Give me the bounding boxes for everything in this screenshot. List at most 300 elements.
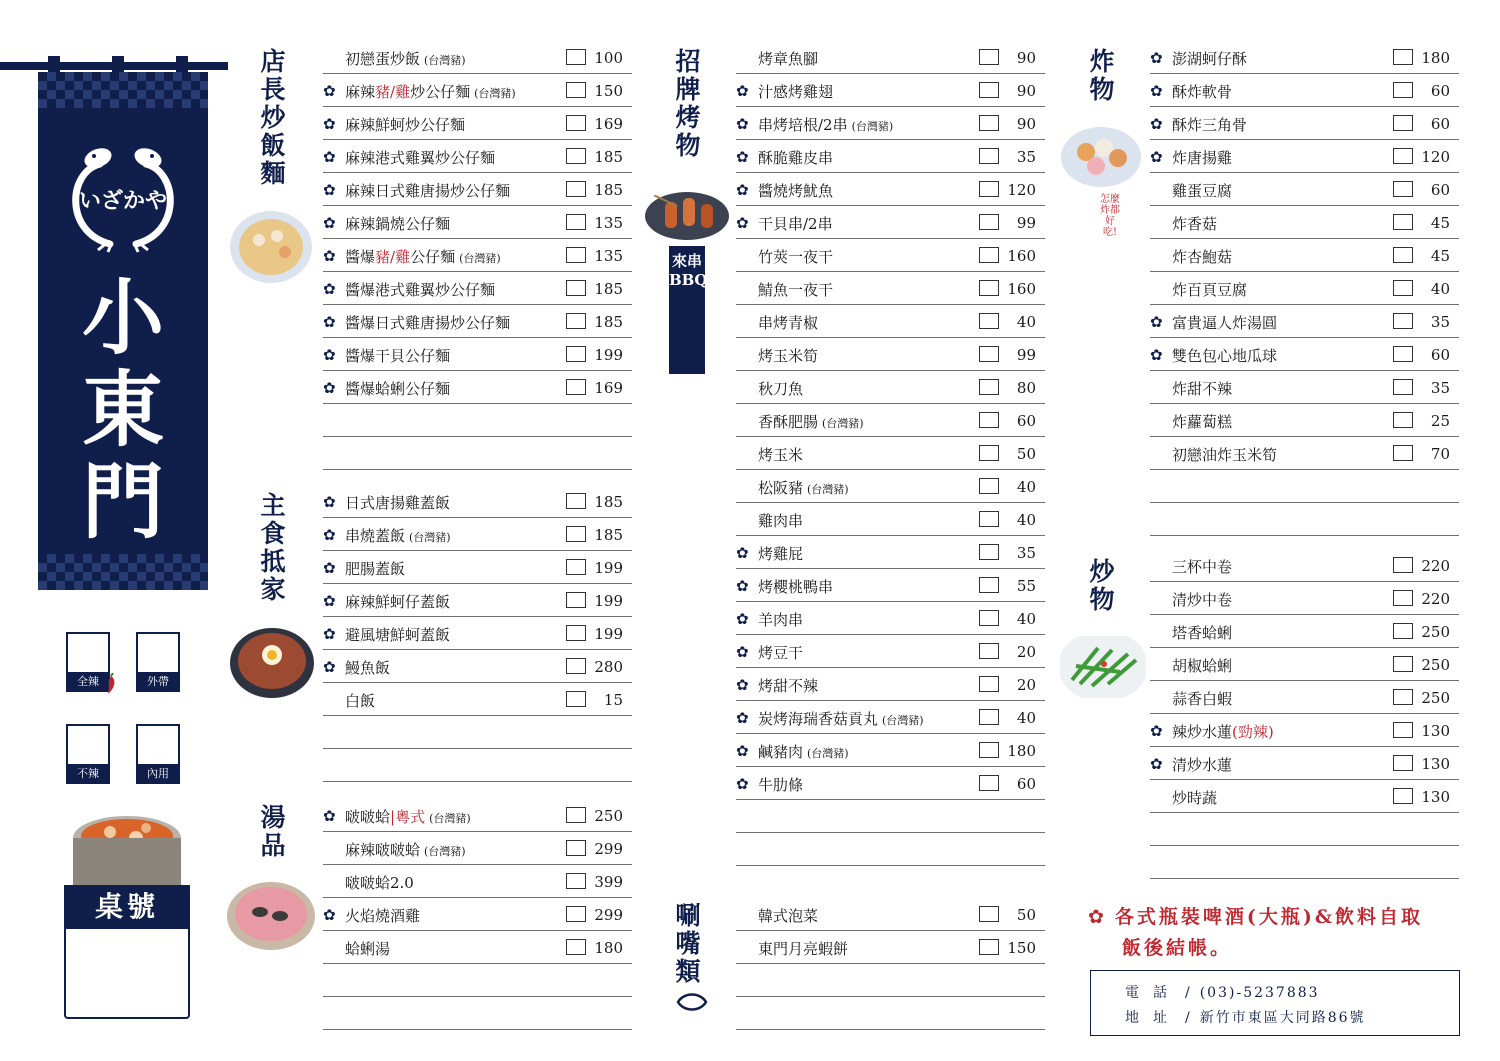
dish-price: 60 bbox=[1430, 181, 1450, 199]
dish-name bbox=[345, 81, 516, 102]
dish-name-text: 竹莢一夜干 bbox=[758, 248, 834, 266]
dish-name bbox=[1172, 655, 1232, 676]
fried-noodle-photo bbox=[229, 210, 313, 284]
section-title-chef-fried: 店長炒飯麵 bbox=[260, 47, 286, 188]
dish-name bbox=[345, 345, 450, 366]
contact-box: 電話 / (03)-5237883 地址 / 新竹市東區大同路86號 bbox=[1090, 970, 1460, 1036]
dish-name bbox=[345, 839, 466, 860]
menu-row[interactable] bbox=[323, 239, 632, 272]
menu-row[interactable] bbox=[1150, 681, 1459, 714]
recommended-flower-icon: ✿ bbox=[1150, 346, 1163, 364]
dish-name-text: 肥腸蓋飯 bbox=[345, 560, 406, 578]
dish-name bbox=[758, 48, 818, 69]
dish-name-text: 串燒蓋飯 bbox=[345, 527, 406, 545]
recommended-flower-icon: ✿ bbox=[736, 148, 749, 166]
dish-name bbox=[345, 525, 451, 546]
recommended-flower-icon: ✿ bbox=[1150, 115, 1163, 133]
dish-price: 45 bbox=[1430, 247, 1450, 265]
dish-name bbox=[1172, 688, 1232, 709]
menu-row[interactable] bbox=[736, 107, 1045, 140]
dish-price: 90 bbox=[1016, 115, 1036, 133]
menu-row[interactable] bbox=[736, 898, 1045, 931]
menu-row[interactable] bbox=[1150, 173, 1459, 206]
recommended-flower-icon: ✿ bbox=[736, 742, 749, 760]
option-label: 不辣 bbox=[66, 764, 110, 784]
dish-name bbox=[1172, 556, 1232, 577]
skewer-photo bbox=[643, 186, 731, 242]
recommended-flower-icon: ✿ bbox=[736, 775, 749, 793]
dish-name-text: 鹹豬肉 bbox=[758, 743, 804, 761]
recommended-flower-icon: ✿ bbox=[323, 247, 336, 265]
phone-number: (03)-5237883 bbox=[1199, 985, 1320, 1001]
dish-name bbox=[1172, 114, 1247, 135]
dish-name-text: 雞蛋豆腐 bbox=[1172, 182, 1233, 200]
dish-name-text: 避風塘鮮蚵蓋飯 bbox=[345, 626, 451, 644]
menu-list-chef-fried bbox=[323, 41, 632, 470]
blank-menu-row bbox=[736, 800, 1045, 833]
dish-name-text: 醬爆日式雞唐揚炒公仔麵 bbox=[345, 314, 511, 332]
menu-row[interactable] bbox=[323, 371, 632, 404]
dish-name-text: 東門月亮蝦餅 bbox=[758, 940, 849, 958]
blank-menu-row bbox=[323, 437, 632, 470]
menu-row[interactable] bbox=[323, 617, 632, 650]
menu-row[interactable] bbox=[323, 206, 632, 239]
dish-name bbox=[758, 938, 848, 959]
dish-price: 130 bbox=[1421, 722, 1450, 740]
dish-name-text: 雙色包心地瓜球 bbox=[1172, 347, 1278, 365]
dish-name bbox=[345, 312, 510, 333]
recommended-flower-icon: ✿ bbox=[323, 658, 336, 676]
dish-name-text: 蛤蜊湯 bbox=[345, 940, 391, 958]
menu-row[interactable] bbox=[736, 305, 1045, 338]
dish-name-text: 啵啵蛤 bbox=[345, 808, 391, 826]
dish-price: 120 bbox=[1007, 181, 1036, 199]
menu-row[interactable] bbox=[1150, 107, 1459, 140]
dish-name-text: 醬爆蛤蜊公仔麵 bbox=[345, 380, 451, 398]
chili-icon bbox=[104, 673, 118, 695]
dish-name-text: 酥炸軟骨 bbox=[1172, 83, 1233, 101]
menu-row[interactable] bbox=[736, 701, 1045, 734]
dish-price: 199 bbox=[594, 625, 623, 643]
recommended-flower-icon: ✿ bbox=[736, 709, 749, 727]
dish-name-text: 烤章魚腳 bbox=[758, 50, 819, 68]
dish-name-text: 三杯中卷 bbox=[1172, 558, 1233, 576]
dish-name bbox=[345, 872, 414, 893]
dish-price: 35 bbox=[1430, 379, 1450, 397]
dish-name bbox=[758, 675, 818, 696]
dish-price: 299 bbox=[594, 840, 623, 858]
blank-menu-row bbox=[1150, 470, 1459, 503]
menu-row[interactable] bbox=[1150, 747, 1459, 780]
dish-name-text: 辣炒水蓮 bbox=[1172, 723, 1233, 741]
dish-price: 35 bbox=[1430, 313, 1450, 331]
menu-row[interactable] bbox=[1150, 404, 1459, 437]
dish-price: 20 bbox=[1016, 643, 1036, 661]
blank-menu-row bbox=[1150, 503, 1459, 536]
menu-row[interactable] bbox=[736, 536, 1045, 569]
dish-price: 135 bbox=[594, 214, 623, 232]
menu-row[interactable] bbox=[323, 305, 632, 338]
dish-name bbox=[758, 510, 803, 531]
dish-price: 60 bbox=[1016, 412, 1036, 430]
dish-name-text: 烤櫻桃鴨串 bbox=[758, 578, 834, 596]
dish-name-text: 麻辣鍋燒公仔麵 bbox=[345, 215, 451, 233]
section-title-stirfry: 炒物 bbox=[1089, 557, 1115, 614]
dish-price: 55 bbox=[1016, 577, 1036, 595]
dish-price: 25 bbox=[1430, 412, 1450, 430]
recommended-flower-icon: ✿ bbox=[323, 148, 336, 166]
menu-row[interactable] bbox=[1150, 338, 1459, 371]
dish-name bbox=[758, 180, 833, 201]
menu-row[interactable] bbox=[323, 683, 632, 716]
menu-row[interactable] bbox=[1150, 780, 1459, 813]
menu-row[interactable] bbox=[736, 470, 1045, 503]
dish-price: 40 bbox=[1016, 478, 1036, 496]
dish-name bbox=[758, 378, 803, 399]
menu-row[interactable] bbox=[323, 898, 632, 931]
dish-price: 45 bbox=[1430, 214, 1450, 232]
dish-name bbox=[758, 246, 833, 267]
menu-row[interactable] bbox=[323, 584, 632, 617]
menu-row[interactable] bbox=[736, 206, 1045, 239]
dish-price: 15 bbox=[603, 691, 623, 709]
flower-icon: ✿ bbox=[1088, 906, 1107, 928]
dish-name bbox=[758, 741, 849, 762]
dish-name-highlight: (勁辣) bbox=[1232, 723, 1274, 741]
dish-name-text: 蒜香白蝦 bbox=[1172, 690, 1233, 708]
dish-name-text: 炸唐揚雞 bbox=[1172, 149, 1233, 167]
option-label: 內用 bbox=[136, 764, 180, 784]
menu-row[interactable] bbox=[736, 239, 1045, 272]
dish-name-text: 公仔麵 bbox=[410, 248, 456, 266]
menu-row[interactable] bbox=[1150, 549, 1459, 582]
dish-name bbox=[345, 279, 495, 300]
dish-name-text: 串烤青椒 bbox=[758, 314, 819, 332]
menu-row[interactable] bbox=[736, 338, 1045, 371]
dish-name-text: 炸百頁豆腐 bbox=[1172, 281, 1248, 299]
hotpot-photo bbox=[66, 808, 188, 888]
menu-row[interactable] bbox=[1150, 648, 1459, 681]
dish-name bbox=[758, 411, 864, 432]
dish-price: 250 bbox=[1421, 623, 1450, 641]
menu-row[interactable] bbox=[323, 551, 632, 584]
self-service-notice bbox=[1088, 902, 1468, 964]
menu-list-stirfry bbox=[1150, 549, 1459, 879]
menu-row[interactable] bbox=[736, 668, 1045, 701]
recommended-flower-icon: ✿ bbox=[1150, 49, 1163, 67]
table-number-field[interactable] bbox=[64, 885, 190, 1019]
menu-row[interactable] bbox=[1150, 272, 1459, 305]
dish-name-text: 炒時蔬 bbox=[1172, 789, 1218, 807]
notice-line-2: 飯後結帳。 bbox=[1122, 937, 1233, 959]
dish-name bbox=[758, 444, 803, 465]
dish-price: 185 bbox=[594, 148, 623, 166]
dish-price: 220 bbox=[1421, 557, 1450, 575]
dish-name-text: 麻辣鮮蚵仔蓋飯 bbox=[345, 593, 451, 611]
dish-name-text: 醬爆干貝公仔麵 bbox=[345, 347, 451, 365]
recommended-flower-icon: ✿ bbox=[323, 526, 336, 544]
dish-price: 50 bbox=[1016, 445, 1036, 463]
dish-name-text: 香酥肥腸 bbox=[758, 413, 819, 431]
menu-row[interactable] bbox=[323, 173, 632, 206]
dish-price: 169 bbox=[594, 115, 623, 133]
menu-row[interactable] bbox=[736, 602, 1045, 635]
recommended-flower-icon: ✿ bbox=[323, 906, 336, 924]
menu-row[interactable] bbox=[736, 74, 1045, 107]
dish-name bbox=[1172, 180, 1232, 201]
dish-price: 185 bbox=[594, 493, 623, 511]
menu-row[interactable] bbox=[323, 140, 632, 173]
dish-price: 185 bbox=[594, 280, 623, 298]
recommended-flower-icon: ✿ bbox=[323, 181, 336, 199]
dish-price: 185 bbox=[594, 181, 623, 199]
dish-name-text: 麻辣日式雞唐揚炒公仔麵 bbox=[345, 182, 511, 200]
recommended-flower-icon: ✿ bbox=[1150, 313, 1163, 331]
menu-row[interactable] bbox=[736, 503, 1045, 536]
dish-name bbox=[758, 576, 833, 597]
recommended-flower-icon: ✿ bbox=[323, 807, 336, 825]
section-title-staple: 主食抵家 bbox=[260, 491, 286, 604]
menu-row[interactable] bbox=[1150, 582, 1459, 615]
menu-row[interactable] bbox=[323, 518, 632, 551]
recommended-flower-icon: ✿ bbox=[323, 313, 336, 331]
dish-name bbox=[758, 905, 818, 926]
recommended-flower-icon: ✿ bbox=[1150, 82, 1163, 100]
notice-line-1: 各式瓶裝啤酒(大瓶)&飲料自取 bbox=[1114, 906, 1424, 928]
taiwan-pork-note: (台灣豬) bbox=[424, 845, 466, 858]
dish-name-text: 日式唐揚雞蓋飯 bbox=[345, 494, 451, 512]
dish-price: 50 bbox=[1016, 906, 1036, 924]
dish-name-text: 炸杏鮑菇 bbox=[1172, 248, 1233, 266]
dish-price: 60 bbox=[1430, 115, 1450, 133]
dish-name bbox=[1172, 411, 1232, 432]
dish-price: 40 bbox=[1016, 709, 1036, 727]
menu-list-fried bbox=[1150, 41, 1459, 536]
option-dine-in-checkbox[interactable] bbox=[136, 724, 180, 784]
dish-price: 250 bbox=[1421, 656, 1450, 674]
blank-menu-row bbox=[323, 997, 632, 1030]
recommended-flower-icon: ✿ bbox=[736, 82, 749, 100]
taiwan-pork-note: (台灣豬) bbox=[851, 120, 894, 133]
dish-name-text: 澎湖蚵仔酥 bbox=[1172, 50, 1248, 68]
recommended-flower-icon: ✿ bbox=[736, 115, 749, 133]
taiwan-pork-note: (台灣豬) bbox=[424, 54, 466, 67]
dish-price: 220 bbox=[1421, 590, 1450, 608]
dish-name bbox=[758, 477, 849, 498]
dish-name bbox=[1172, 754, 1232, 775]
menu-row[interactable] bbox=[1150, 305, 1459, 338]
dish-name-text: 羊肉串 bbox=[758, 611, 804, 629]
dish-name-text: 酥炸三角骨 bbox=[1172, 116, 1248, 134]
emblem-text: いざかや bbox=[78, 188, 167, 214]
menu-row[interactable] bbox=[1150, 239, 1459, 272]
dish-name-text: 清炒中卷 bbox=[1172, 591, 1233, 609]
dish-price: 60 bbox=[1016, 775, 1036, 793]
noren-curtain bbox=[38, 72, 208, 590]
menu-row[interactable] bbox=[323, 799, 632, 832]
dish-name-highlight: 豬/雞 bbox=[375, 83, 411, 101]
dish-name-text: 鰻魚飯 bbox=[345, 659, 391, 677]
menu-row[interactable] bbox=[323, 832, 632, 865]
dish-price: 40 bbox=[1430, 280, 1450, 298]
fried-note: 怎麼炸都好吃! bbox=[1100, 194, 1120, 238]
dish-name bbox=[1172, 589, 1232, 610]
dish-name bbox=[1172, 721, 1274, 742]
menu-row[interactable] bbox=[736, 41, 1045, 74]
dish-price: 169 bbox=[594, 379, 623, 397]
option-label: 外帶 bbox=[136, 672, 180, 692]
menu-row[interactable] bbox=[736, 371, 1045, 404]
dish-name-text: 富貴逼人炸湯圓 bbox=[1172, 314, 1278, 332]
menu-row[interactable] bbox=[736, 767, 1045, 800]
menu-row[interactable] bbox=[323, 931, 632, 964]
menu-row[interactable] bbox=[1150, 74, 1459, 107]
menu-row[interactable] bbox=[323, 338, 632, 371]
menu-row[interactable] bbox=[736, 404, 1045, 437]
dish-price: 130 bbox=[1421, 788, 1450, 806]
section-title-bbq: 招牌烤物 bbox=[675, 47, 701, 160]
menu-row[interactable] bbox=[1150, 371, 1459, 404]
shop-name: 小東門 bbox=[81, 270, 164, 550]
dish-price: 250 bbox=[594, 807, 623, 825]
section-title-soup: 湯品 bbox=[260, 803, 286, 860]
dish-name bbox=[758, 312, 818, 333]
dish-name bbox=[345, 114, 465, 135]
dish-name-text: 烤雞屁 bbox=[758, 545, 804, 563]
dish-name-text: 初戀蛋炒飯 bbox=[345, 50, 421, 68]
dish-name-text: 醬燒烤魷魚 bbox=[758, 182, 834, 200]
dish-name bbox=[758, 114, 893, 135]
stirfry-greens-photo bbox=[1058, 630, 1148, 702]
fish-emblem-icon bbox=[60, 142, 186, 260]
dish-name-text: 麻辣港式雞翼炒公仔麵 bbox=[345, 149, 496, 167]
dish-name-text: 鯖魚一夜干 bbox=[758, 281, 834, 299]
taiwan-pork-note: (台灣豬) bbox=[429, 812, 471, 825]
menu-row[interactable] bbox=[1150, 615, 1459, 648]
dish-name-text: 醬爆 bbox=[345, 248, 376, 266]
dish-name bbox=[758, 147, 833, 168]
dish-name-text: 塔香蛤蜊 bbox=[1172, 624, 1233, 642]
dish-name-text: 汁感烤雞翅 bbox=[758, 83, 834, 101]
taiwan-pork-note: (台灣豬) bbox=[822, 417, 864, 430]
menu-row[interactable] bbox=[736, 437, 1045, 470]
dish-name bbox=[345, 213, 450, 234]
dish-name-text: 炒公仔麵 bbox=[410, 83, 471, 101]
menu-row[interactable] bbox=[323, 485, 632, 518]
menu-row[interactable] bbox=[323, 74, 632, 107]
dish-name-text: 白飯 bbox=[345, 692, 376, 710]
dish-name bbox=[758, 81, 833, 102]
dish-name-text: 炸甜不辣 bbox=[1172, 380, 1233, 398]
dish-price: 280 bbox=[594, 658, 623, 676]
menu-row[interactable] bbox=[736, 272, 1045, 305]
dish-price: 40 bbox=[1016, 511, 1036, 529]
menu-row[interactable] bbox=[736, 734, 1045, 767]
dish-price: 399 bbox=[594, 873, 623, 891]
dish-name-text: 烤甜不辣 bbox=[758, 677, 819, 695]
dish-name bbox=[758, 279, 833, 300]
blank-menu-row bbox=[736, 964, 1045, 997]
menu-row[interactable] bbox=[736, 931, 1045, 964]
blank-menu-row bbox=[323, 716, 632, 749]
dish-name bbox=[345, 492, 450, 513]
taiwan-pork-note: (台灣豬) bbox=[807, 483, 849, 496]
taiwan-pork-note: (台灣豬) bbox=[474, 87, 516, 100]
taiwan-pork-note: (台灣豬) bbox=[409, 531, 451, 544]
dish-name bbox=[758, 642, 803, 663]
blank-menu-row bbox=[323, 964, 632, 997]
menu-row[interactable] bbox=[1150, 140, 1459, 173]
blank-menu-row bbox=[323, 749, 632, 782]
menu-list-staple bbox=[323, 485, 632, 782]
recommended-flower-icon: ✿ bbox=[736, 643, 749, 661]
dish-name-text: 啵啵蛤2.0 bbox=[345, 874, 414, 892]
dish-name-text: 炭烤海瑞香菇貢丸 bbox=[758, 710, 879, 728]
dish-name-text: 烤玉米 bbox=[758, 446, 804, 464]
taiwan-pork-note: (台灣豬) bbox=[807, 747, 849, 760]
dish-name bbox=[1172, 444, 1277, 465]
dish-price: 35 bbox=[1016, 148, 1036, 166]
taiwan-pork-note: (台灣豬) bbox=[882, 714, 924, 727]
menu-row[interactable] bbox=[736, 635, 1045, 668]
bbq-tag: 來串BBQ! bbox=[669, 246, 705, 374]
dish-name-text: 麻辣 bbox=[345, 83, 376, 101]
dish-name bbox=[1172, 622, 1232, 643]
dish-name bbox=[758, 609, 803, 630]
dish-price: 250 bbox=[1421, 689, 1450, 707]
menu-row[interactable] bbox=[1150, 206, 1459, 239]
recommended-flower-icon: ✿ bbox=[323, 115, 336, 133]
dish-price: 160 bbox=[1007, 247, 1036, 265]
menu-row[interactable] bbox=[1150, 41, 1459, 74]
menu-row[interactable] bbox=[323, 650, 632, 683]
dish-price: 90 bbox=[1016, 82, 1036, 100]
recommended-flower-icon: ✿ bbox=[736, 610, 749, 628]
menu-row[interactable] bbox=[1150, 437, 1459, 470]
dish-name-text: 秋刀魚 bbox=[758, 380, 804, 398]
dish-price: 60 bbox=[1430, 82, 1450, 100]
dish-price: 80 bbox=[1016, 379, 1036, 397]
menu-row[interactable] bbox=[1150, 714, 1459, 747]
dish-name bbox=[345, 558, 405, 579]
dish-name-text: 酥脆雞皮串 bbox=[758, 149, 834, 167]
dish-name bbox=[1172, 345, 1277, 366]
menu-row[interactable] bbox=[323, 41, 632, 74]
menu-row[interactable] bbox=[736, 173, 1045, 206]
menu-list-snacks bbox=[736, 898, 1045, 1030]
menu-row[interactable] bbox=[736, 140, 1045, 173]
option-takeout-checkbox[interactable] bbox=[136, 632, 180, 692]
recommended-flower-icon: ✿ bbox=[736, 577, 749, 595]
dish-name bbox=[345, 246, 501, 267]
dish-name-text: 韓式泡菜 bbox=[758, 907, 819, 925]
fried-balls-photo bbox=[1060, 126, 1142, 188]
dish-price: 120 bbox=[1421, 148, 1450, 166]
dish-price: 60 bbox=[1430, 346, 1450, 364]
checker-band-top bbox=[38, 72, 208, 108]
dish-price: 180 bbox=[594, 939, 623, 957]
dish-name-text: 麻辣啵啵蛤 bbox=[345, 841, 421, 859]
recommended-flower-icon: ✿ bbox=[323, 493, 336, 511]
option-not-spicy-checkbox[interactable] bbox=[66, 724, 110, 784]
dish-price: 185 bbox=[594, 526, 623, 544]
menu-row[interactable] bbox=[323, 107, 632, 140]
menu-row[interactable] bbox=[323, 865, 632, 898]
dish-name-text: 炸香菇 bbox=[1172, 215, 1218, 233]
menu-row[interactable] bbox=[736, 569, 1045, 602]
dish-name bbox=[345, 657, 390, 678]
menu-row[interactable] bbox=[323, 272, 632, 305]
